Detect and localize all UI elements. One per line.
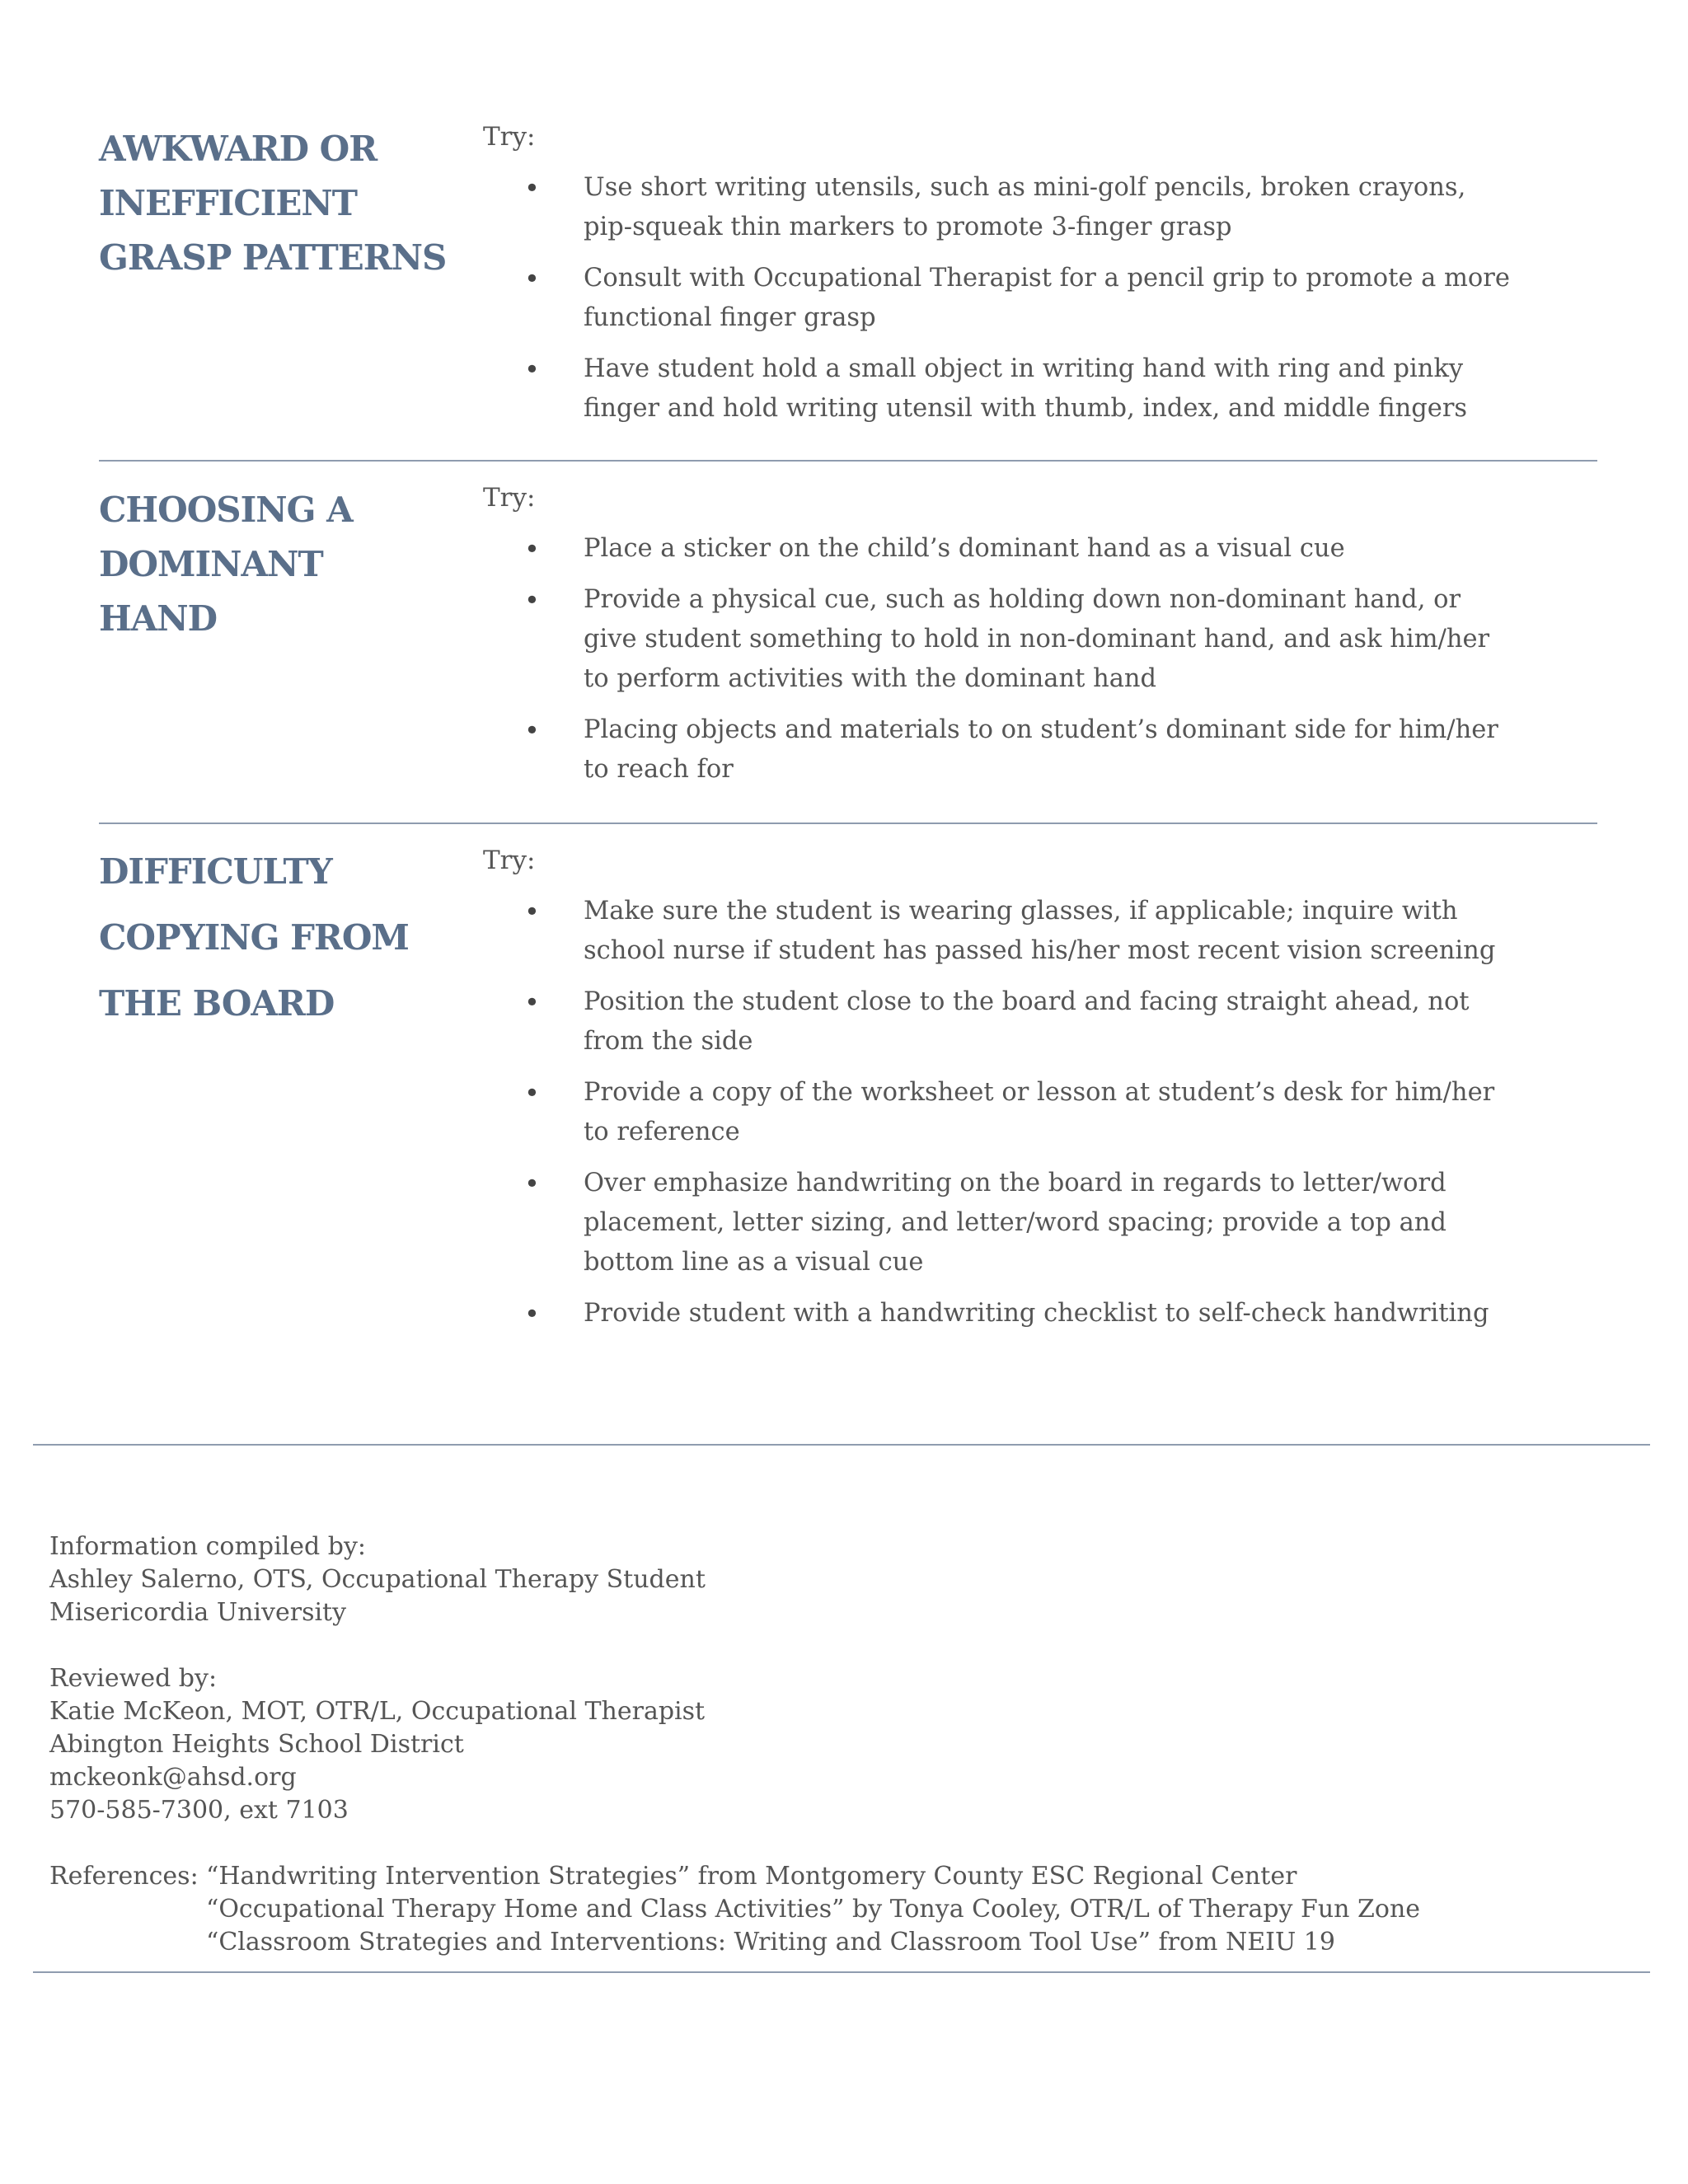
- reference-item: “Occupational Therapy Home and Class Activities” by Tonya Cooley, OTR/L of Therapy Fun Zone: [206, 1895, 1421, 1924]
- tip-item: • Placing objects and materials to on student’s dominant side for him/her to reach for: [483, 710, 1513, 790]
- reviewer-phone: 570-585-7300, ext 7103: [49, 1796, 349, 1825]
- section-divider: [33, 1444, 1650, 1446]
- compiled-label: Information compiled by:: [49, 1532, 367, 1561]
- heading-line: HAND: [99, 598, 218, 639]
- reviewer-name: Katie McKeon, MOT, OTR/L, Occupational Therapist: [49, 1697, 706, 1726]
- try-label: Try:: [483, 122, 536, 152]
- spacer: [49, 1629, 1615, 1662]
- heading-line: DIFFICULTY: [99, 851, 332, 892]
- tip-item: • Consult with Occupational Therapist for a pencil grip to promote a more functional finger grasp: [483, 259, 1513, 338]
- reviewer-org: Abington Heights School District: [49, 1730, 464, 1759]
- tip-item: • Place a sticker on the child’s dominant hand as a visual cue: [483, 529, 1513, 569]
- tip-item: • Provide a physical cue, such as holding down non-dominant hand, or give student something to hold in non-dominant hand, and ask him/her to perform activities with the dominant hand: [483, 580, 1513, 699]
- heading-line: DOMINANT: [99, 544, 323, 584]
- tip-item: • Provide a copy of the worksheet or lesson at student’s desk for him/her to reference: [483, 1073, 1513, 1152]
- reviewed-label: Reviewed by:: [49, 1664, 218, 1693]
- references-label: References:: [49, 1862, 199, 1891]
- tips-list: [483, 892, 1513, 1345]
- credits-block: [49, 1530, 1615, 1959]
- heading-line: COPYING FROM: [99, 917, 409, 958]
- reviewer-email: mckeonk@ahsd.org: [49, 1763, 297, 1792]
- references: [49, 1860, 1615, 1959]
- tip-item: • Position the student close to the board and facing straight ahead, not from the side: [483, 982, 1513, 1062]
- try-label: Try:: [483, 483, 536, 513]
- section-divider: [99, 460, 1597, 462]
- tip-item: • Provide student with a handwriting checklist to self-check handwriting: [483, 1294, 1513, 1333]
- footer-divider: [33, 1971, 1650, 1973]
- tip-item: • Make sure the student is wearing glasses, if applicable; inquire with school nurse if student has passed his/her most recent vision screening: [483, 892, 1513, 971]
- tip-item: • Have student hold a small object in writing hand with ring and pinky finger and hold writing utensil with thumb, index, and middle fingers: [483, 349, 1513, 429]
- heading-line: GRASP PATTERNS: [99, 237, 447, 278]
- tips-list: [483, 529, 1513, 801]
- reference-item: “Handwriting Intervention Strategies” from Montgomery County ESC Regional Center: [206, 1862, 1297, 1891]
- section-heading: [99, 483, 462, 646]
- heading-line: CHOOSING A: [99, 490, 353, 530]
- section-heading: [99, 122, 462, 285]
- spacer: [49, 1827, 1615, 1860]
- section-heading: [99, 839, 462, 1037]
- tips-list: [483, 168, 1513, 440]
- reference-item: “Classroom Strategies and Interventions: Writing and Classroom Tool Use” from NEIU 19: [206, 1928, 1335, 1957]
- try-label: Try:: [483, 846, 536, 875]
- compiler-name: Ashley Salerno, OTS, Occupational Therapy Student: [49, 1565, 706, 1594]
- section-divider: [99, 823, 1597, 824]
- heading-line: AWKWARD OR: [99, 129, 377, 169]
- tip-item: • Use short writing utensils, such as mini-golf pencils, broken crayons, pip-squeak thin markers to promote 3-finger grasp: [483, 168, 1513, 247]
- compiler-org: Misericordia University: [49, 1598, 347, 1627]
- heading-line: INEFFICIENT: [99, 183, 358, 223]
- tip-item: • Over emphasize handwriting on the board in regards to letter/word placement, letter sizing, and letter/word spacing; provide a top and bottom line as a visual cue: [483, 1164, 1513, 1282]
- heading-line: THE BOARD: [99, 983, 335, 1024]
- references-list: [206, 1860, 1420, 1959]
